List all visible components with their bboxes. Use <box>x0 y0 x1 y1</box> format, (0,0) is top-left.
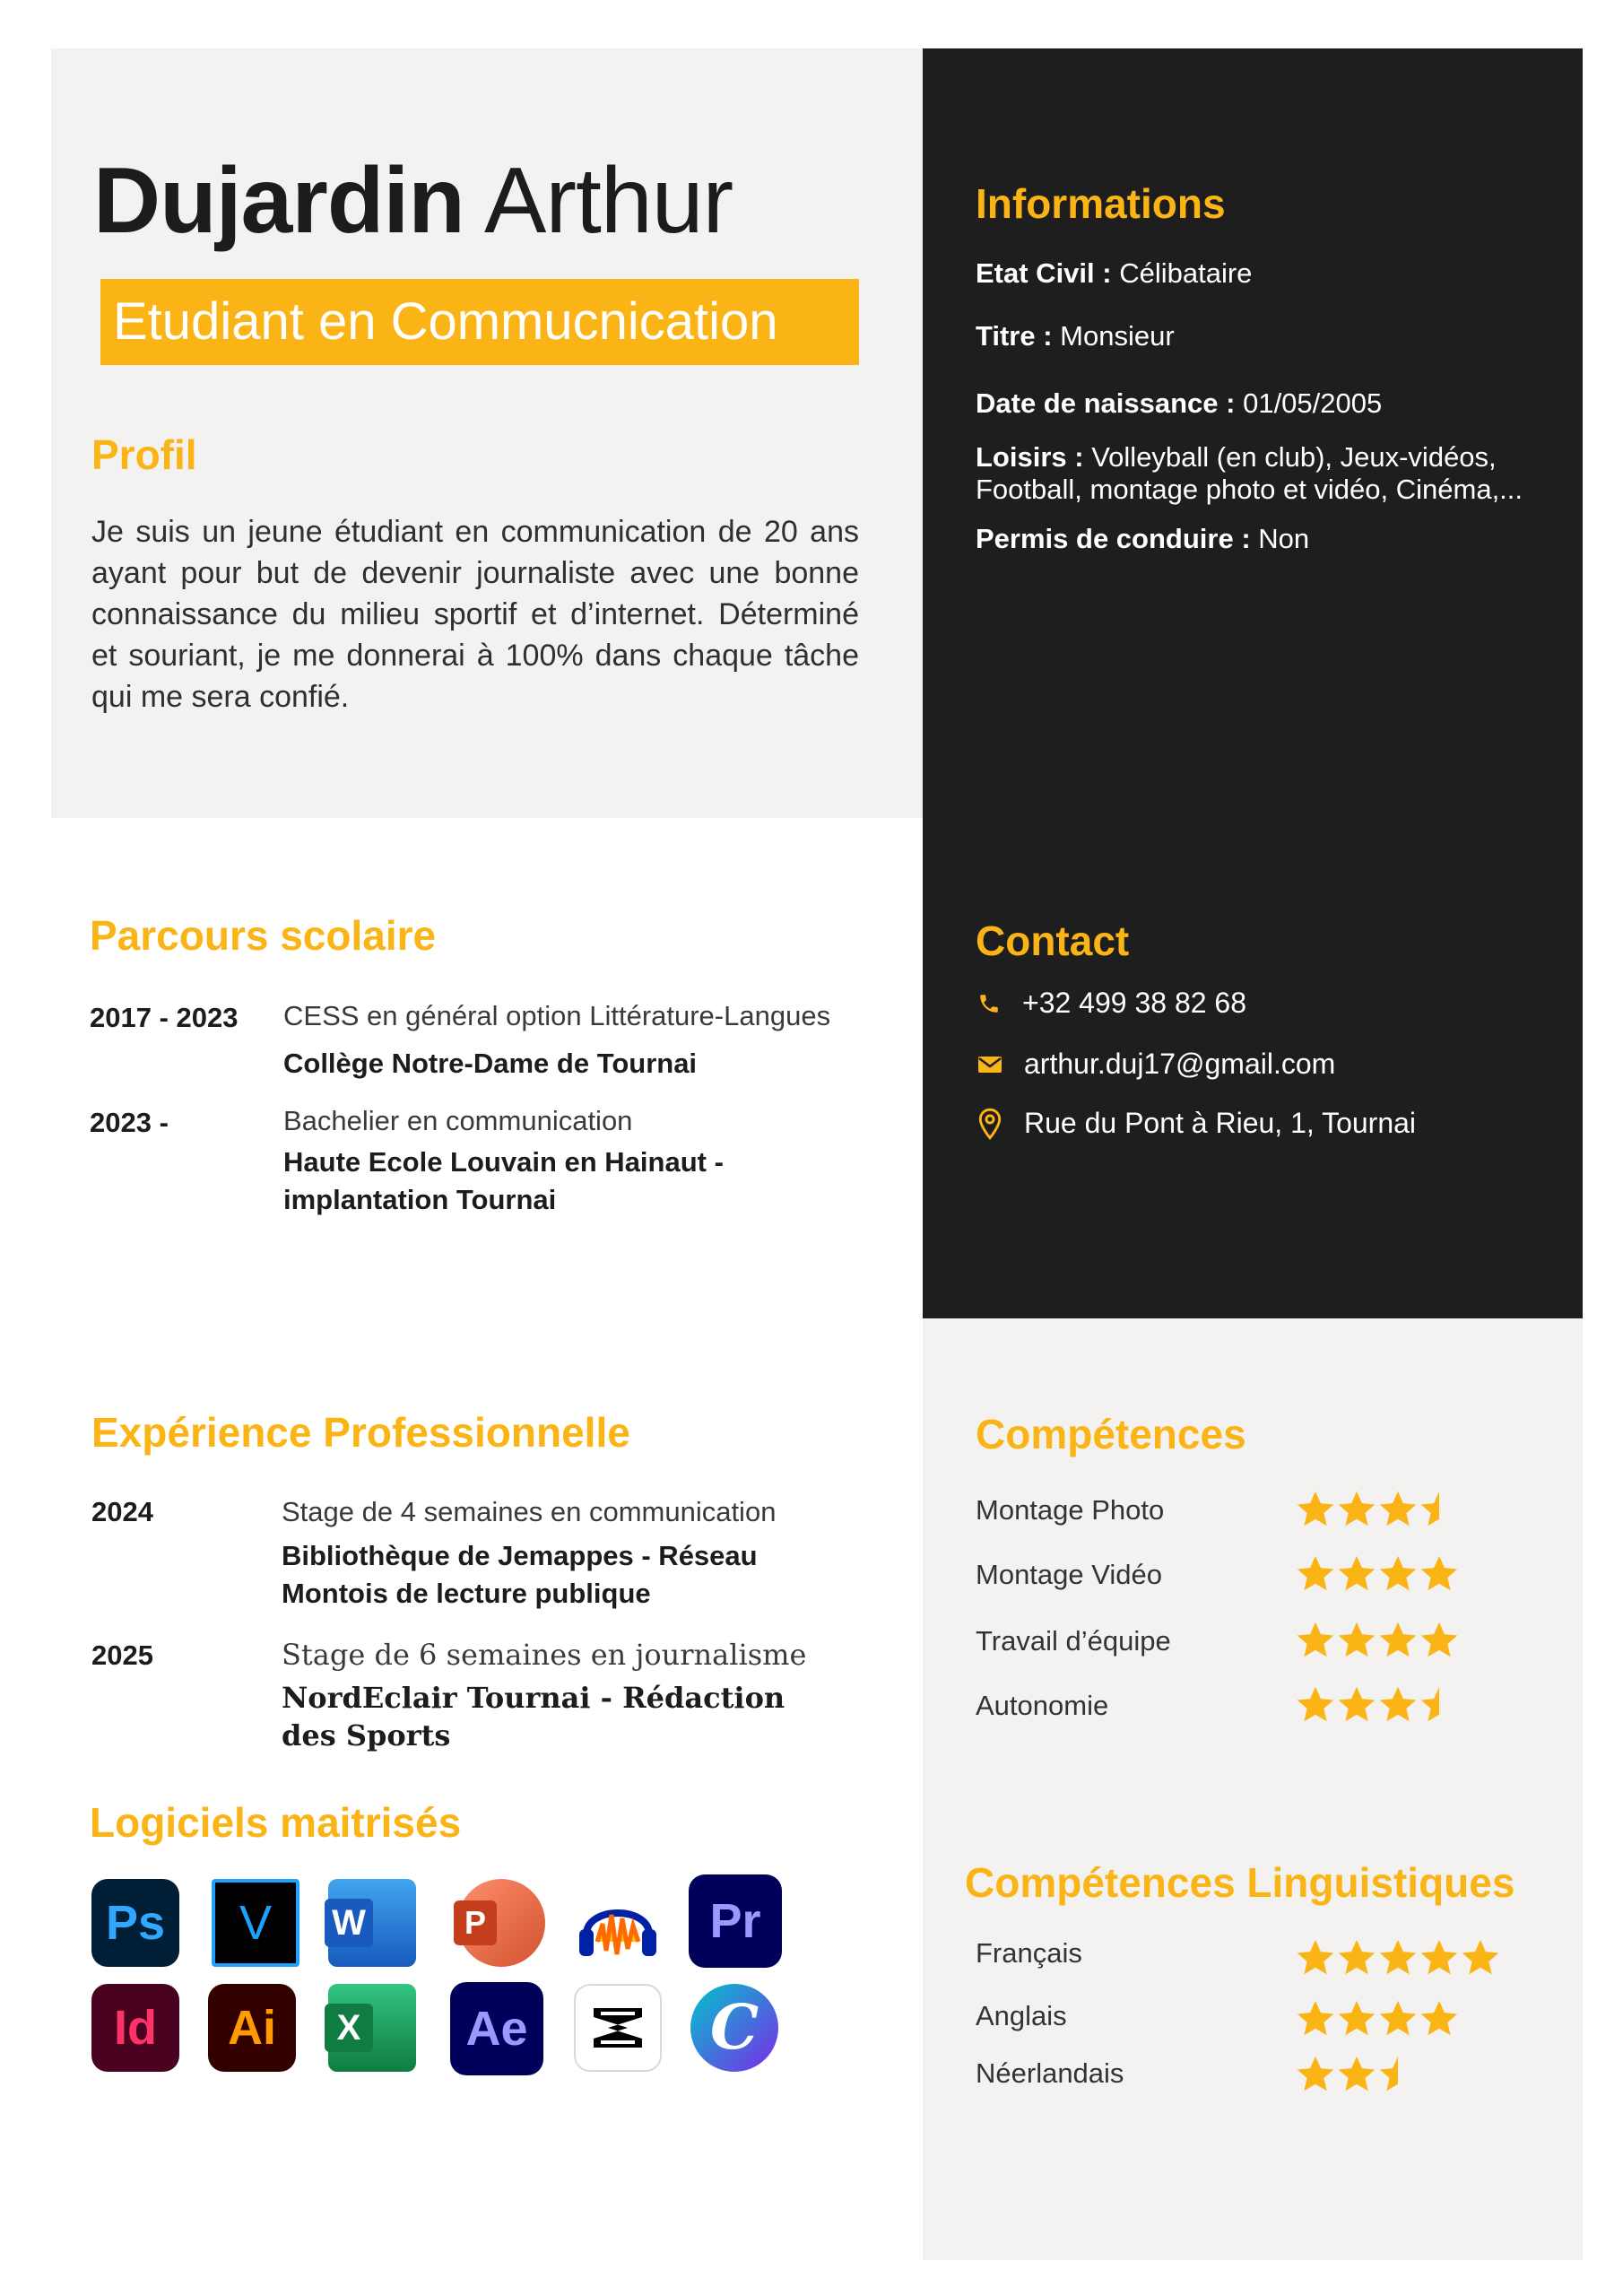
star-icon <box>1377 1489 1419 1530</box>
star-icon <box>1419 1937 1460 1979</box>
skill-label: Montage Photo <box>976 1494 1165 1526</box>
star-icon <box>1377 1937 1419 1979</box>
location-icon <box>977 1108 1002 1140</box>
star-icon <box>1295 1998 1336 2039</box>
language-label: Néerlandais <box>976 2057 1124 2089</box>
capcut-icon <box>574 1984 662 2072</box>
experience-heading: Expérience Professionnelle <box>91 1409 630 1456</box>
info-hobbies: Loisirs : Volleyball (en club), Jeux-vidéos, Football, montage photo et vidéo, Cinéma,... <box>976 441 1523 505</box>
star-icon <box>1336 1684 1377 1726</box>
software-heading: Logiciels maitrisés <box>90 1799 462 1846</box>
star-icon <box>1419 1620 1460 1661</box>
star-icon <box>1377 2054 1419 2095</box>
star-icon <box>1295 2054 1336 2095</box>
star-icon <box>1419 1489 1460 1530</box>
skill-rating <box>1295 1553 1460 1595</box>
education-years-2: 2023 - <box>90 1107 169 1138</box>
skills-panel <box>923 1318 1583 2260</box>
powerpoint-icon <box>457 1879 545 1967</box>
language-rating <box>1295 2054 1419 2095</box>
education-school-2: Haute Ecole Louvain en Hainaut - implantation Tournai <box>283 1146 724 1215</box>
job-title: Etudiant en Commucnication <box>100 279 859 365</box>
info-civil-status: Etat Civil : Célibataire <box>976 257 1253 289</box>
language-rating <box>1295 1998 1460 2039</box>
language-label: Français <box>976 1937 1082 1969</box>
star-icon <box>1295 1937 1336 1979</box>
full-name <box>93 148 733 255</box>
skill-rating <box>1295 1620 1460 1661</box>
star-icon <box>1336 1553 1377 1595</box>
star-icon <box>1377 1620 1419 1661</box>
contact-address: Rue du Pont à Rieu, 1, Tournai <box>977 1107 1416 1140</box>
illustrator-icon: Ai <box>208 1984 296 2072</box>
skill-label: Travail d’équipe <box>976 1625 1171 1657</box>
star-icon <box>1336 1937 1377 1979</box>
excel-icon <box>328 1984 416 2072</box>
vegas-icon: V <box>212 1879 299 1967</box>
last-name: Dujardin <box>93 149 464 253</box>
education-degree-1: CESS en général option Littérature-Langues <box>283 1000 831 1031</box>
star-icon <box>1295 1684 1336 1726</box>
excel-letter: X <box>325 2004 373 2052</box>
star-icon <box>1377 1553 1419 1595</box>
skill-label: Montage Vidéo <box>976 1559 1162 1590</box>
phone-icon <box>977 992 1001 1015</box>
photoshop-icon: Ps <box>91 1879 179 1967</box>
experience-role-1: Stage de 4 semaines en communication <box>282 1496 777 1527</box>
star-icon <box>1419 1998 1460 2039</box>
word-icon <box>328 1879 416 1967</box>
skill-rating <box>1295 1489 1460 1530</box>
contact-email: arthur.duj17@gmail.com <box>977 1048 1335 1081</box>
language-rating <box>1295 1937 1501 1979</box>
info-birthdate: Date de naissance : 01/05/2005 <box>976 387 1383 419</box>
star-icon <box>1460 1937 1501 1979</box>
experience-year-1: 2024 <box>91 1496 153 1527</box>
indesign-icon: Id <box>91 1984 179 2072</box>
skill-label: Autonomie <box>976 1690 1109 1721</box>
education-years-1: 2017 - 2023 <box>90 1002 239 1033</box>
star-icon <box>1377 1998 1419 2039</box>
contact-phone: +32 499 38 82 68 <box>977 987 1246 1020</box>
skill-rating <box>1295 1684 1460 1726</box>
info-driving-license: Permis de conduire : Non <box>976 523 1310 554</box>
star-icon <box>1295 1489 1336 1530</box>
star-icon <box>1295 1553 1336 1595</box>
star-icon <box>1336 1489 1377 1530</box>
education-degree-2: Bachelier en communication <box>283 1105 633 1136</box>
star-icon <box>1336 2054 1377 2095</box>
canva-icon: C <box>690 1984 778 2072</box>
premiere-pro-icon: Pr <box>689 1874 782 1968</box>
star-icon <box>1336 1998 1377 2039</box>
mail-icon <box>977 1054 1002 1075</box>
info-title: Titre : Monsieur <box>976 320 1175 352</box>
experience-org-2: NordEclair Tournai - Rédaction des Sports <box>282 1681 785 1752</box>
audacity-icon <box>574 1879 662 1967</box>
experience-role-2: Stage de 6 semaines en journalisme <box>282 1638 807 1672</box>
info-heading: Informations <box>976 180 1226 227</box>
languages-heading: Compétences Linguistiques <box>965 1859 1515 1906</box>
profile-heading: Profil <box>91 431 197 478</box>
profile-text: Je suis un jeune étudiant en communication de 20 ans ayant pour but de devenir journaliste avec une bonne connaissance du milieu sportif et d’internet. Déterminé et souriant, je me donnerai à 100% dans chaque tâche qui me sera confié. <box>91 515 859 714</box>
star-icon <box>1377 1684 1419 1726</box>
skills-heading: Compétences <box>976 1411 1246 1457</box>
star-icon <box>1336 1620 1377 1661</box>
word-letter: W <box>325 1899 373 1947</box>
education-school-1: Collège Notre-Dame de Tournai <box>283 1048 698 1079</box>
after-effects-icon: Ae <box>450 1982 543 2075</box>
contact-heading: Contact <box>976 918 1130 964</box>
first-name: Arthur <box>483 149 733 253</box>
star-icon <box>1295 1620 1336 1661</box>
language-label: Anglais <box>976 2000 1067 2031</box>
experience-org-1: Bibliothèque de Jemappes - Réseau Montois de lecture publique <box>282 1540 758 1609</box>
experience-year-2: 2025 <box>91 1639 153 1671</box>
powerpoint-letter: P <box>454 1900 497 1945</box>
star-icon <box>1419 1684 1460 1726</box>
education-heading: Parcours scolaire <box>90 912 437 959</box>
star-icon <box>1419 1553 1460 1595</box>
